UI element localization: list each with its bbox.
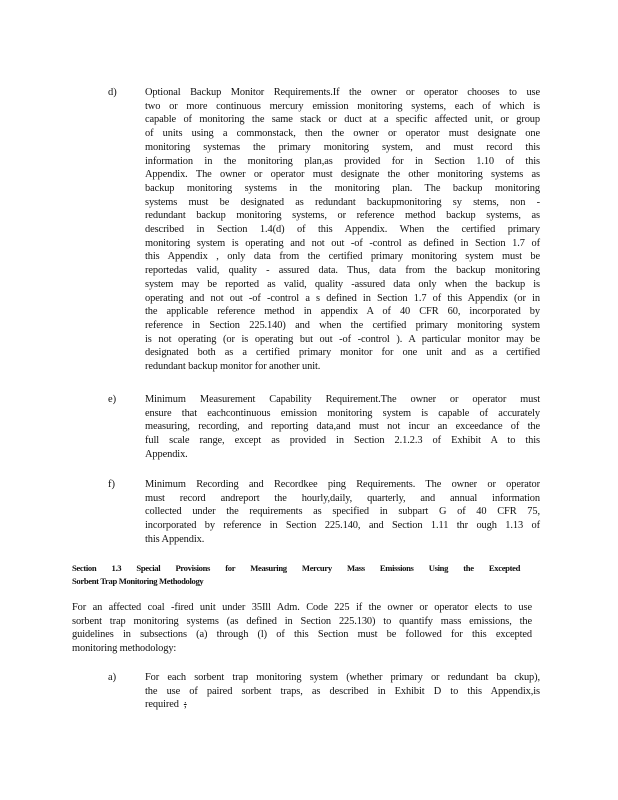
item-line: two or more continuous mercury emission monitoring systems, each of which is xyxy=(145,100,540,112)
item-line: reference in Section 225.140) and when the certified primary monitoring system xyxy=(145,319,540,331)
paragraph-line: For an affected coal -fired unit under 35Ill Adm. Code 225 if the owner or operator elects to use xyxy=(72,602,532,613)
item-line: incorporated by reference in Section 225.140, and Section 1.11 thr ough 1.13 of xyxy=(145,520,540,532)
intro-paragraph xyxy=(72,601,532,656)
item-line: the applicable reference method in appendix A of 40 CFR 60, incorporated by xyxy=(145,306,540,318)
item-line: monitoring system is operating and not out -of -control as defined in Section 1.7 of xyxy=(145,237,540,249)
section-heading xyxy=(72,562,520,588)
item-text xyxy=(145,86,540,374)
item-line: reportedas valid, quality - assured data. Thus, data from the backup monitoring xyxy=(145,265,540,277)
item-marker: f) xyxy=(108,479,115,490)
paragraph-line: monitoring methodology: xyxy=(72,643,177,655)
item-line: redundant backup monitor for another unit. xyxy=(145,361,321,373)
item-line: this Appendix. xyxy=(145,533,205,545)
item-last-word: required xyxy=(145,699,179,711)
item-line: Minimum Measurement Capability Requirement.The owner or operator must xyxy=(145,394,540,405)
item-line: measuring, recording, and reporting data,and must not incur an exceedance of the xyxy=(145,421,540,433)
paragraph-line: guidelines in subsections (a) through (l) of this Section must be followed for this excepted xyxy=(72,629,532,641)
heading-line: Sorbent Trap Monitoring Methodology xyxy=(72,576,204,587)
item-marker: e) xyxy=(108,394,117,405)
item-line: system may be reported as valid, quality -assured data only when the backup is xyxy=(145,278,540,290)
item-line: must record andreport the hourly,daily, quarterly, and annual information xyxy=(145,492,540,504)
item-line: collected under the requirements as specified in subpart G of 40 CFR 75, xyxy=(145,506,540,518)
item-marker: d) xyxy=(108,87,117,98)
item-line: designated both as a certified primary monitor for one unit and as a certified xyxy=(145,347,540,359)
paragraph-line: sorbent trap monitoring systems (as defined in Section 225.130) to quantify mass emissions, the xyxy=(72,615,532,627)
item-line: is not operating (or is operating but out -of -control ). A particular monitor may be xyxy=(145,333,540,345)
item-marker: a) xyxy=(108,672,117,683)
item-line: Minimum Recording and Recordkee ping Requirements. The owner or operator xyxy=(145,479,540,490)
item-line: operating and not out -of -control a s defined in Section 1.7 of this Appendix (or in xyxy=(145,292,540,304)
item-line: backup monitoring systems in the monitoring plan. The backup monitoring xyxy=(145,182,540,194)
item-line: capable of monitoring the same stack or duct at a specific affected unit, or group xyxy=(145,114,540,126)
item-line: this Appendix , only data from the certified primary monitoring system must be xyxy=(145,251,540,263)
item-line: Appendix. xyxy=(145,448,188,460)
item-line: Appendix. The owner or operator must designate the other monitoring systems as xyxy=(145,169,540,181)
item-line: described in Section 1.4(d) of this Appendix. When the certified primary xyxy=(145,224,540,236)
item-line: systems must be designated as redundant backupmonitoring sy stems, non - xyxy=(145,196,540,208)
item-line: For each sorbent trap monitoring system (whether primary or redundant ba ckup), xyxy=(145,672,540,683)
item-line xyxy=(145,698,540,712)
item-line: the use of paired sorbent traps, as described in Exhibit D to this Appendix,is xyxy=(145,685,540,697)
heading-line: Section 1.3 Special Provisions for Measuring Mercury Mass Emissions Using the Excepted xyxy=(72,563,520,573)
item-line: information in the monitoring plan,as provided for in Section 1.10 of this xyxy=(145,155,540,167)
strikethrough-mark: ; xyxy=(183,699,187,711)
item-line: redundant backup monitoring systems, or reference method backup systems, as xyxy=(145,210,540,222)
item-line: of units using a commonstack, then the owner or operator must designate one xyxy=(145,128,540,140)
item-text xyxy=(145,393,540,462)
item-line: ensure that eachcontinuous emission monitoring system is capable of accurately xyxy=(145,407,540,419)
item-text xyxy=(145,671,540,712)
item-text xyxy=(145,478,540,547)
item-line: full scale range, except as provided in Section 2.1.2.3 of Exhibit A to this xyxy=(145,435,540,447)
item-line: monitoring systemas the primary monitoring system, and must record this xyxy=(145,141,540,153)
item-line: Optional Backup Monitor Requirements.If the owner or operator chooses to use xyxy=(145,87,540,98)
